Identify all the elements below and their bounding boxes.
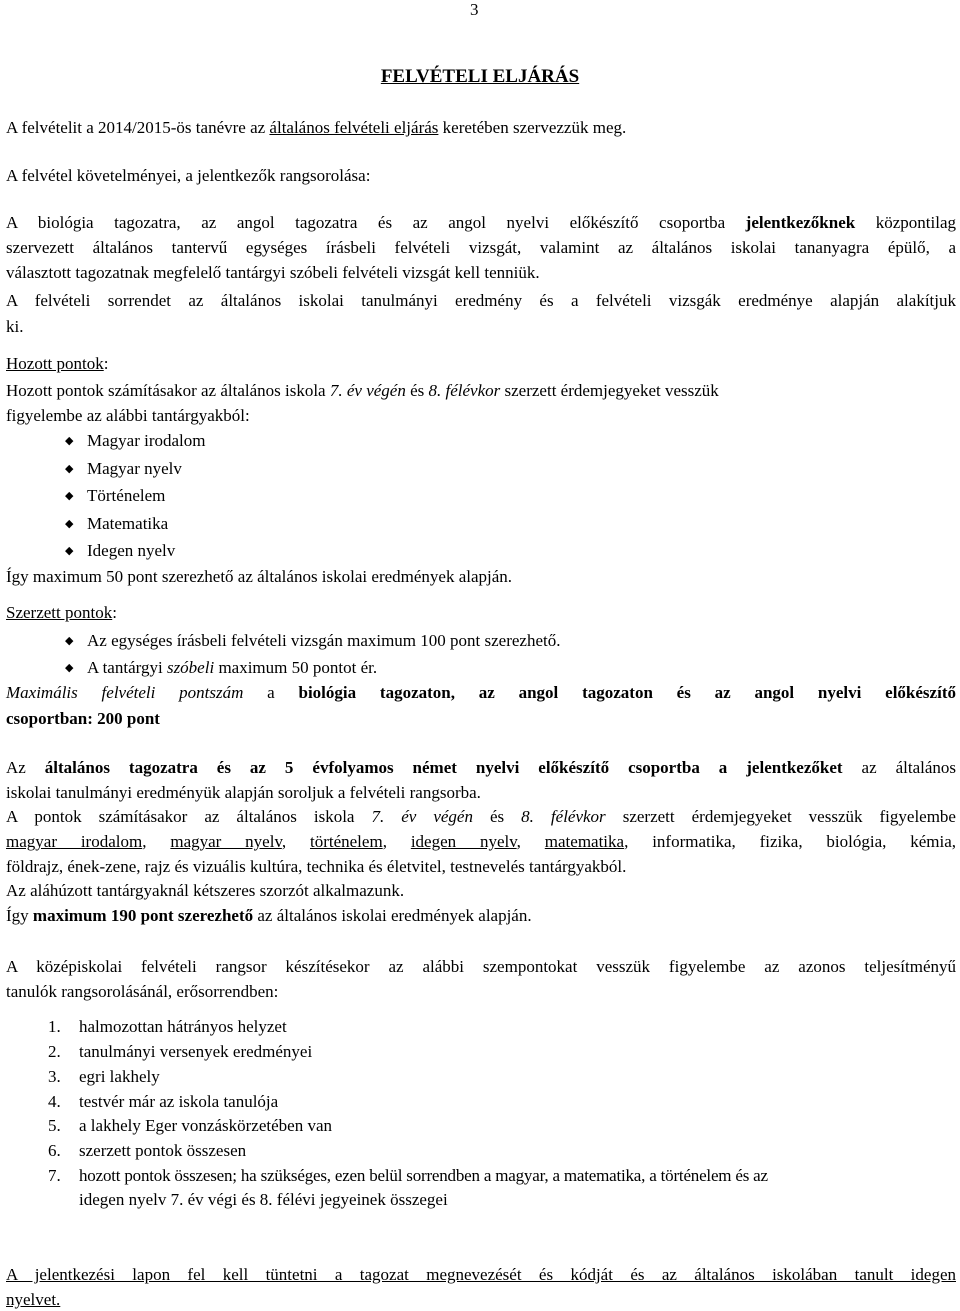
ranking-item: halmozottan hátrányos helyzet <box>79 1017 287 1036</box>
para1-line2: szervezett általános tantervű egységes írásbeli felvételi vizsgát, valamint az általános iskolai tananyagra épülő, a <box>6 238 956 257</box>
page-number: 3 <box>470 0 479 19</box>
ranking-item: hozott pontok összesen; ha szükséges, ezen belül sorrendben a magyar, a matematika, a történelem és az <box>79 1166 768 1185</box>
diamond-bullet-icon: ◆ <box>65 435 74 447</box>
max-score-line2: csoportban: 200 pont <box>6 709 160 728</box>
ranking-item-continuation: idegen nyelv 7. év végi és 8. félévi jegyeinek összegei <box>79 1190 448 1209</box>
diamond-bullet-icon: ◆ <box>65 518 74 530</box>
szerzett-heading: Szerzett pontok: <box>6 603 117 622</box>
ranking-line1: A középiskolai felvételi rangsor készítésekor az alábbi szempontokat vesszük figyelembe az azonos teljesítményű <box>6 957 956 976</box>
ranking-item: testvér már az iskola tanulója <box>79 1092 279 1111</box>
hozott-line2: figyelembe az alábbi tantárgyakból: <box>6 406 250 425</box>
szerzett-item-written: Az egységes írásbeli felvételi vizsgán maximum 100 pont szerezhető. <box>87 631 561 650</box>
diamond-bullet-icon: ◆ <box>65 662 74 674</box>
ranking-number: 2. <box>48 1042 61 1061</box>
general-line5: földrajz, ének-zene, rajz és vizuális kultúra, technika és életvitel, testnevelés tantárgyakból. <box>6 857 627 876</box>
page-title: FELVÉTELI ELJÁRÁS <box>380 66 580 87</box>
max-score-line1: Maximális felvételi pontszám a biológia tagozaton, az angol tagozaton és az angol nyelvi előkészítő <box>6 683 956 702</box>
footer-note-line1: A jelentkezési lapon fel kell tüntetni a tagozat megnevezését és kódját és az általános iskolában tanult idegen <box>6 1265 956 1284</box>
diamond-bullet-icon: ◆ <box>65 463 74 475</box>
ranking-item: egri lakhely <box>79 1067 160 1086</box>
requirements-heading: A felvétel követelményei, a jelentkezők rangsorolása: <box>6 166 371 185</box>
para1-line3: választott tagozatnak megfelelő tantárgyi szóbeli felvételi vizsgát kell tenniük. <box>6 263 540 282</box>
general-line6: Az aláhúzott tantárgyaknál kétszeres szorzót alkalmazunk. <box>6 881 405 900</box>
general-line2: iskolai tanulmányi eredményük alapján soroljuk a felvételi rangsorba. <box>6 783 481 802</box>
general-line1: Az általános tagozatra és az 5 évfolyamos német nyelvi előkészítő csoportba a jelentkezőket az általános <box>6 758 956 777</box>
ranking-item: tanulmányi versenyek eredményei <box>79 1042 313 1061</box>
intro-line: A felvételit a 2014/2015-ös tanévre az általános felvételi eljárás keretében szervezzük meg. <box>6 118 627 137</box>
ranking-line2: tanulók rangsorolásánál, erősorrendben: <box>6 982 279 1001</box>
footer-note-line2: nyelvet. <box>6 1290 61 1309</box>
para1-line5: ki. <box>6 317 24 336</box>
ranking-number: 7. <box>48 1166 61 1185</box>
para1-line4: A felvételi sorrendet az általános iskolai tanulmányi eredmény és a felvételi vizsgák eredménye alapján alakítjuk <box>6 291 956 310</box>
para1-line1: A biológia tagozatra, az angol tagozatra és az angol nyelvi előkészítő csoportba jelentkezőknek központilag <box>6 213 956 232</box>
general-line7: Így maximum 190 pont szerezhető az általános iskolai eredmények alapján. <box>6 906 532 925</box>
diamond-bullet-icon: ◆ <box>65 635 74 647</box>
ranking-item: szerzett pontok összesen <box>79 1141 247 1160</box>
ranking-number: 5. <box>48 1116 61 1135</box>
hozott-max: Így maximum 50 pont szerezhető az általános iskolai eredmények alapján. <box>6 567 513 586</box>
ranking-number: 4. <box>48 1092 61 1111</box>
diamond-bullet-icon: ◆ <box>65 490 74 502</box>
hozott-heading: Hozott pontok: <box>6 354 109 373</box>
szerzett-item-oral: A tantárgyi szóbeli maximum 50 pontot ér. <box>87 658 378 677</box>
general-line4: magyar irodalom, magyar nyelv, történelem, idegen nyelv, matematika, informatika, fizika, biológia, kémia, <box>6 832 957 851</box>
diamond-bullet-icon: ◆ <box>65 545 74 557</box>
hozott-line1: Hozott pontok számításakor az általános iskola 7. év végén és 8. félévkor szerzett érdemjegyeket vesszük <box>6 381 719 400</box>
ranking-number: 6. <box>48 1141 61 1160</box>
subject-item: Magyar irodalom <box>87 431 206 450</box>
subject-item: Idegen nyelv <box>87 541 176 560</box>
subject-item: Történelem <box>87 486 166 505</box>
subject-item: Magyar nyelv <box>87 459 182 478</box>
procedure-link-text: általános felvételi eljárás <box>269 118 439 137</box>
ranking-item: a lakhely Eger vonzáskörzetében van <box>79 1116 332 1135</box>
general-line3: A pontok számításakor az általános iskola 7. év végén és 8. félévkor szerzett érdemjegyeket vesszük figyelembe <box>6 807 956 826</box>
ranking-number: 3. <box>48 1067 61 1086</box>
ranking-number: 1. <box>48 1017 61 1036</box>
subject-item: Matematika <box>87 514 169 533</box>
